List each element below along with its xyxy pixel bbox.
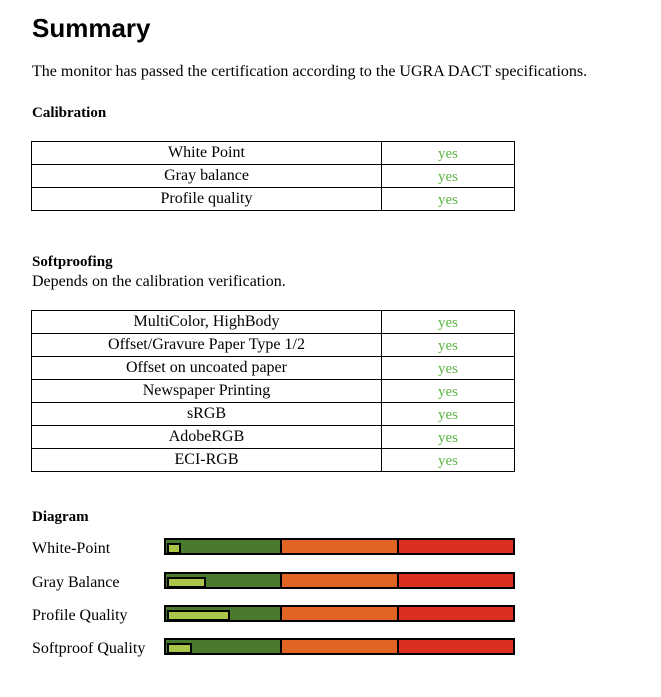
- row-value: yes: [382, 357, 515, 380]
- row-label: ECI-RGB: [32, 449, 382, 472]
- table-row: [32, 165, 515, 188]
- meter-segment-red: [397, 607, 513, 620]
- row-label: Newspaper Printing: [32, 380, 382, 403]
- row-value: yes: [382, 142, 515, 165]
- meter-segment-orange: [280, 640, 396, 653]
- gray-balance-meter: [164, 572, 515, 589]
- diagram-label-softproof-quality: Softproof Quality: [32, 640, 146, 657]
- row-value: yes: [382, 165, 515, 188]
- table-row: [32, 357, 515, 380]
- softproofing-note: Depends on the calibration verification.: [32, 273, 286, 290]
- meter-segment-orange: [280, 540, 396, 553]
- table-row: [32, 188, 515, 211]
- meter-level-fill: [167, 610, 230, 621]
- meter-segment-green: [166, 540, 280, 553]
- white-point-meter: [164, 538, 515, 555]
- intro-text: The monitor has passed the certification according to the UGRA DACT specifications.: [32, 63, 588, 80]
- meter-segment-red: [397, 640, 513, 653]
- page-title: Summary: [32, 13, 151, 43]
- diagram-heading: Diagram: [32, 509, 89, 525]
- meter-segment-red: [397, 574, 513, 587]
- table-row: [32, 426, 515, 449]
- table-row: [32, 403, 515, 426]
- row-label: Offset/Gravure Paper Type 1/2: [32, 334, 382, 357]
- row-label: Gray balance: [32, 165, 382, 188]
- row-label: MultiColor, HighBody: [32, 311, 382, 334]
- meter-level-fill: [167, 577, 206, 588]
- meter-level-fill: [167, 543, 181, 554]
- profile-quality-meter: [164, 605, 515, 622]
- meter-level-fill: [167, 643, 192, 654]
- row-value: yes: [382, 426, 515, 449]
- calibration-table: [31, 141, 515, 211]
- table-row: [32, 380, 515, 403]
- row-value: yes: [382, 311, 515, 334]
- row-label: White Point: [32, 142, 382, 165]
- row-value: yes: [382, 403, 515, 426]
- table-row: [32, 334, 515, 357]
- table-row: [32, 311, 515, 334]
- row-value: yes: [382, 188, 515, 211]
- meter-segment-orange: [280, 574, 396, 587]
- diagram-label-white-point: White-Point: [32, 540, 111, 557]
- softproof-quality-meter: [164, 638, 515, 655]
- row-label: AdobeRGB: [32, 426, 382, 449]
- row-value: yes: [382, 449, 515, 472]
- table-row: [32, 449, 515, 472]
- row-label: Offset on uncoated paper: [32, 357, 382, 380]
- softproofing-heading: Softproofing: [32, 254, 113, 270]
- row-value: yes: [382, 380, 515, 403]
- calibration-heading: Calibration: [32, 105, 107, 121]
- softproofing-table: [31, 310, 515, 472]
- row-label: Profile quality: [32, 188, 382, 211]
- meter-segment-orange: [280, 607, 396, 620]
- row-value: yes: [382, 334, 515, 357]
- diagram-label-profile-quality: Profile Quality: [32, 607, 128, 624]
- table-row: [32, 142, 515, 165]
- row-label: sRGB: [32, 403, 382, 426]
- diagram-label-gray-balance: Gray Balance: [32, 574, 120, 591]
- meter-segment-red: [397, 540, 513, 553]
